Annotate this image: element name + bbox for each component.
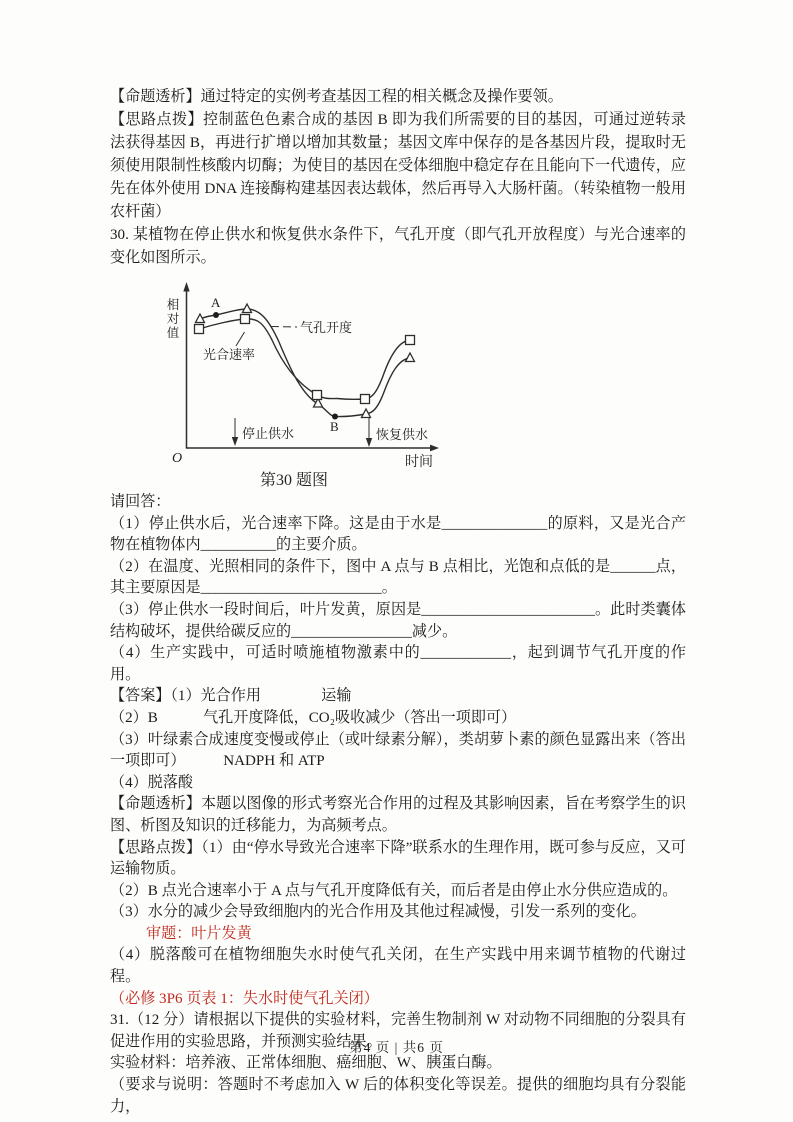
question-30-sub2: （2）在温度、光照相同的条件下，图中 A 点与 B 点相比，光饱和点低的是______点，其主要原因是________________________。: [110, 558, 686, 597]
question-31-stem: 31.（12 分）请根据以下提供的实验材料，完善生物制剂 W 对动物不同细胞的分裂具有促进作用的实验思路，并预测实验结果。: [110, 1012, 686, 1050]
stomata-curve-label: 气孔开度: [300, 320, 353, 335]
square-marker: [241, 315, 250, 324]
document-body: [110, 86, 686, 1118]
point-a-dot: [213, 312, 219, 318]
question-30-sub1: （1）停止供水后，光合速率下降。这是由于水是______________的原料，又是光合产物在植物体内__________的主要介质。: [110, 515, 686, 554]
question-30-stem: 30. 某植物在停止供水和恢复供水条件下，气孔开度（即气孔开放程度）与光合速率的变化如图所示。: [110, 227, 686, 266]
figure-caption: 第30 题图: [260, 472, 329, 489]
answer-prompt: 请回答：: [110, 494, 171, 510]
photo-label-leader: [236, 332, 245, 346]
question-30-sub4: （4）生产实践中，可适时喷施植物激素中的____________，起到调节气孔开度的作用。: [110, 645, 686, 683]
answer-sub3: （3）叶绿素合成速度变慢或停止（或叶绿素分解），类胡萝卜素的颜色显露出来（答出一项即可） NADPH 和 ATP: [110, 731, 686, 770]
question-30-sub3: （3）停止供水一段时间后，叶片发黄，原因是_______________________。此时类囊体结构破坏，提供给碳反应的________________减少。: [110, 601, 686, 640]
point-a-label: A: [211, 295, 221, 310]
y-axis-label-char3: 值: [166, 326, 180, 340]
y-axis-label-char2: 对: [166, 312, 180, 326]
thinking-tips-q30-3: （3）水分的减少会导致细胞内的光合作用及其他过程减慢，引发一系列的变化。: [110, 904, 646, 921]
answer-sub1: 【答案】（1）光合作用 运输: [110, 688, 352, 705]
page-number-footer: 第4 页 | 共6 页: [349, 1040, 444, 1055]
thinking-tips-q29: 【思路点拨】控制蓝色色素合成的基因 B 即为我们所需要的目的基因，可通过逆转录法获得基因 B，再进行扩增以增加其数量；基因文库中保存的是各基因片段，提取时无须使用限制性核酸内切酶；为使目的基因在受体细胞中稳定存在且能向下一代遗传，应先在体外使用 DNA 连接酶构建基因表达载体，然后再导入大肠杆菌。（转染植物一般用农杆菌）: [110, 112, 686, 220]
triangle-marker: [243, 304, 252, 313]
question-31-materials: 实验材料：培养液、正常体细胞、癌细胞、W、胰蛋白酶。: [110, 1055, 502, 1072]
point-b-label: B: [330, 419, 339, 434]
photo-curve-label: 光合速率: [203, 347, 256, 362]
y-axis-arrow-icon: [183, 282, 189, 292]
x-axis-label: 时间: [405, 455, 433, 470]
exam-note-leaf-yellowing: 审题：叶片发黄: [146, 925, 252, 942]
stop-water-label: 停止供水: [242, 426, 295, 441]
thinking-tips-q30-4: （4）脱落酸可在植物细胞失水时使气孔关闭，在生产实践中用来调节植物的代谢过程。: [110, 947, 686, 986]
stop-water-arrowhead-icon: [232, 437, 238, 446]
textbook-reference-note: （必修 3P6 页表 1：失水时使气孔关闭）: [110, 990, 379, 1007]
triangle-marker: [406, 353, 415, 362]
square-marker: [406, 336, 415, 345]
question-31-requirements: （要求与说明：答题时不考虑加入 W 后的体积变化等误差。提供的细胞均具有分裂能力，: [110, 1077, 686, 1115]
commentary-analysis-q29: 【命题透析】通过特定的实例考查基因工程的相关概念及操作要领。: [110, 89, 563, 105]
stomata-label-leader: [271, 327, 297, 328]
square-marker: [195, 325, 204, 334]
answer-sub4: （4）脱落酸: [110, 774, 194, 791]
origin-label: O: [171, 451, 183, 466]
x-axis-arrow-icon: [430, 445, 439, 452]
commentary-analysis-q30: 【命题透析】本题以图像的形式考察光合作用的过程及其影响因素，旨在考察学生的识图、析图及知识的迁移能力，为高频考点。: [110, 796, 686, 834]
square-marker: [313, 391, 322, 400]
thinking-tips-q30-1: 【思路点拨】（1）由“停水导致光合速率下降”联系水的生理作用，既可参与反应，又可运输物质。: [110, 839, 686, 878]
figure-30-chart: [147, 276, 459, 490]
question-30-figure: [147, 276, 459, 490]
y-axis-label-char1: 相: [166, 298, 180, 312]
resume-water-arrowhead-icon: [366, 438, 372, 447]
thinking-tips-q30-2: （2）B 点光合速率小于 A 点与气孔开度降低有关，而后者是由停止水分供应造成的。: [110, 882, 678, 899]
answer-sub2: （2）B 气孔开度降低，CO₂吸收减少（答出一项即可）: [110, 709, 517, 726]
square-marker: [361, 395, 370, 404]
resume-water-label: 恢复供水: [376, 427, 429, 442]
